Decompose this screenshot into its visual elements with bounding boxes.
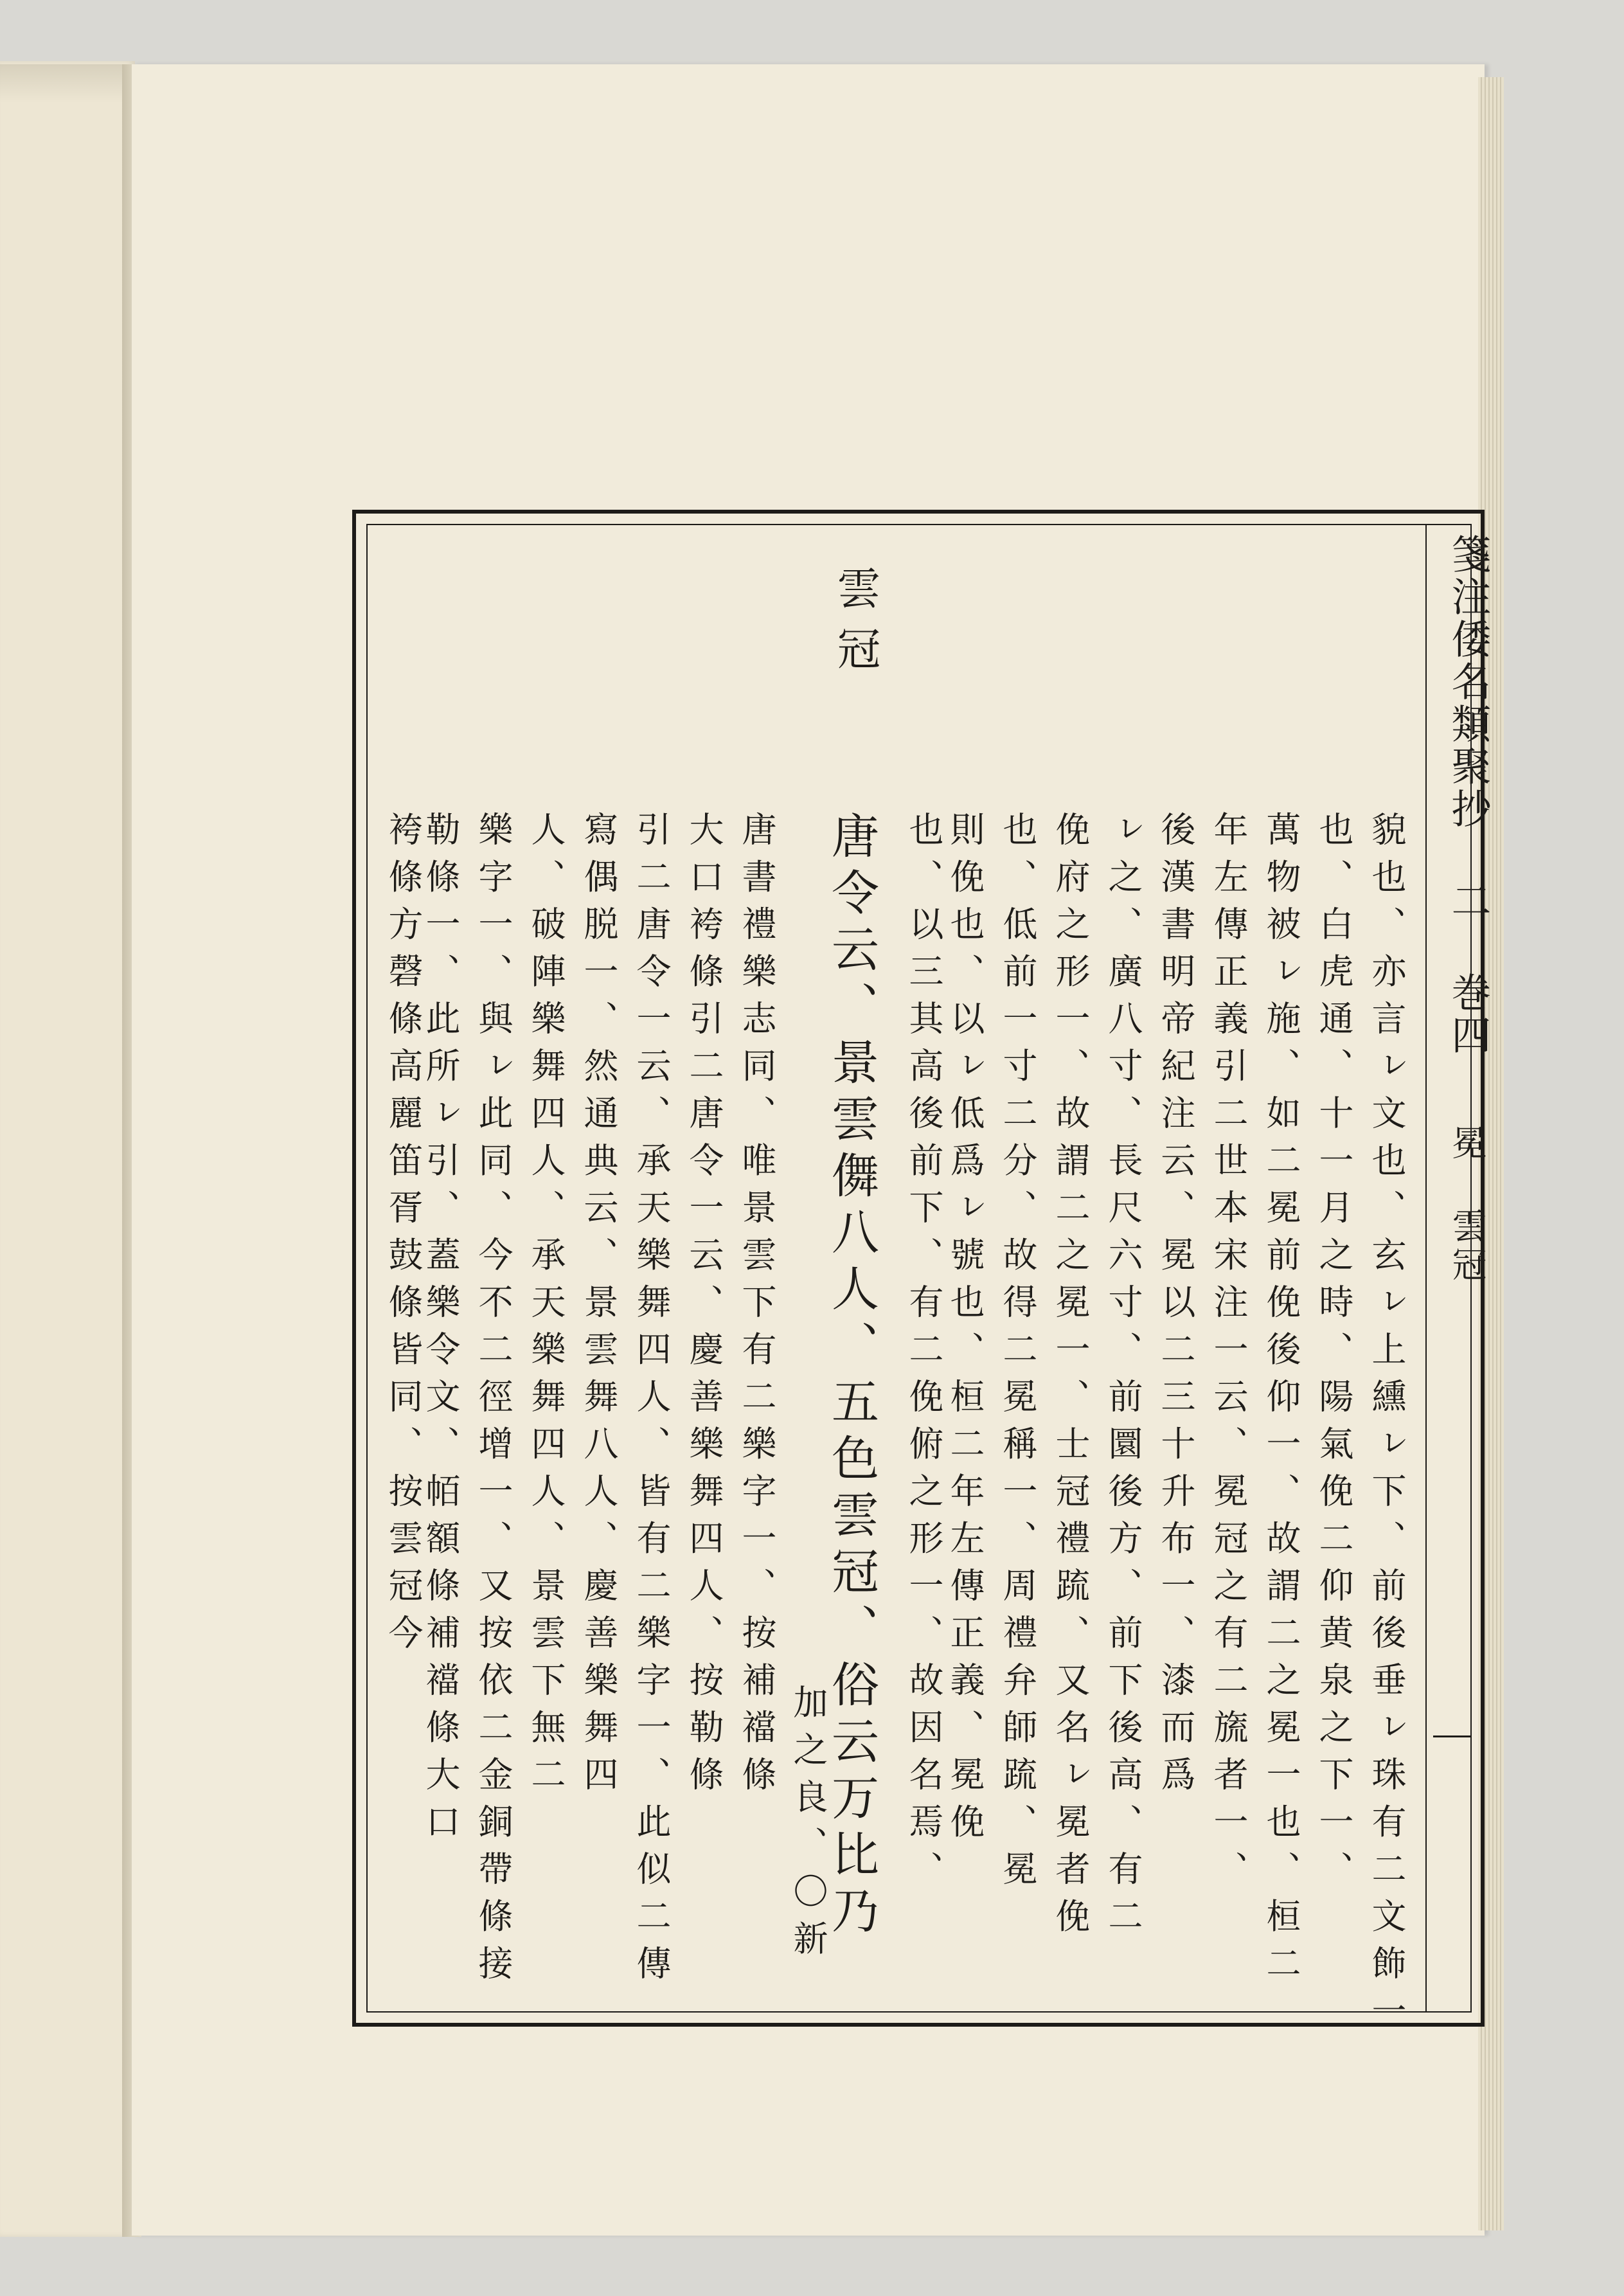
text-column: 貌也、亦言ㇾ文也、玄ㇾ上纁ㇾ下、前後垂ㇾ珠有二文飾一 xyxy=(1366,811,1407,2040)
section-margin-label: 冕 雲冠 xyxy=(1447,1125,1487,1285)
text-column: 引二唐令一云、承天樂舞四人、皆有二樂字一、此似二傳 xyxy=(631,811,672,1993)
text-column: 樂字一、與ㇾ此同、今不二徑增一、又按依二金銅帶條接 xyxy=(473,811,513,1993)
text-column: 後漢書明帝紀注云、冕以二三十升布一、漆而爲 xyxy=(1156,811,1196,1804)
margin-column-rule xyxy=(1425,524,1427,2013)
main-entry-text: 唐令云、景雲儛八人、五色雲冠、俗云万比乃 xyxy=(824,811,879,1942)
text-column: 則俛也、以ㇾ低爲ㇾ號也、桓二年左傳正義、冕俛 xyxy=(945,811,985,1851)
left-page xyxy=(0,61,135,2237)
left-page-worn-edge xyxy=(0,64,129,103)
text-column: 勒條一、此所ㇾ引、蓋樂令文、帞額條補襠條大口 xyxy=(420,811,461,1851)
text-column: 也、以三其高後前下、有二俛俯之形一、故因名焉、 xyxy=(904,811,944,1898)
text-column: ㇾ之、廣八寸、長尺六寸、前圜後方、前下後高、有二 xyxy=(1103,811,1143,1945)
text-column: 也、低前一寸二分、故得二冕稱一、周禮弁師䟽、冕 xyxy=(997,811,1038,1898)
annotation-continuation: 加之良、〇新 xyxy=(788,1684,828,1968)
text-column: 俛府之形一、故謂二之冕一、士冠禮䟽、又名ㇾ冕者俛 xyxy=(1050,811,1091,1945)
text-column: 也、白虎通、十一月之時、陽氣俛二仰黄泉之下一、 xyxy=(1314,811,1354,1898)
text-column: 萬物被ㇾ施、如二冕前俛後仰一、故謂二之冕一也、桓二 xyxy=(1261,811,1301,1993)
text-column: 年左傳正義引二世本宋注一云、冕冠之有二旒者一、 xyxy=(1208,811,1249,1898)
text-column: 唐書禮樂志同、唯景雲下有二樂字一、按補襠條 xyxy=(736,811,777,1804)
text-column: 人、破陣樂舞四人、承天樂舞四人、景雲下無二 xyxy=(526,811,566,1804)
entry-heading: 雲冠 xyxy=(830,566,880,686)
text-column: 大口袴條引二唐令一云、慶善樂舞四人、按勒條 xyxy=(684,811,724,1804)
margin-tick-mark xyxy=(1433,1735,1472,1737)
text-column: 寫偶脱一、然通典云、景雲舞八人、慶善樂舞四 xyxy=(578,811,619,1804)
text-column: 袴條方磬條高麗笛胥鼓條皆同、按雲冠今 xyxy=(383,811,424,1662)
book-margin-title: 箋注倭名類聚抄 二 巻四 xyxy=(1445,534,1492,1057)
